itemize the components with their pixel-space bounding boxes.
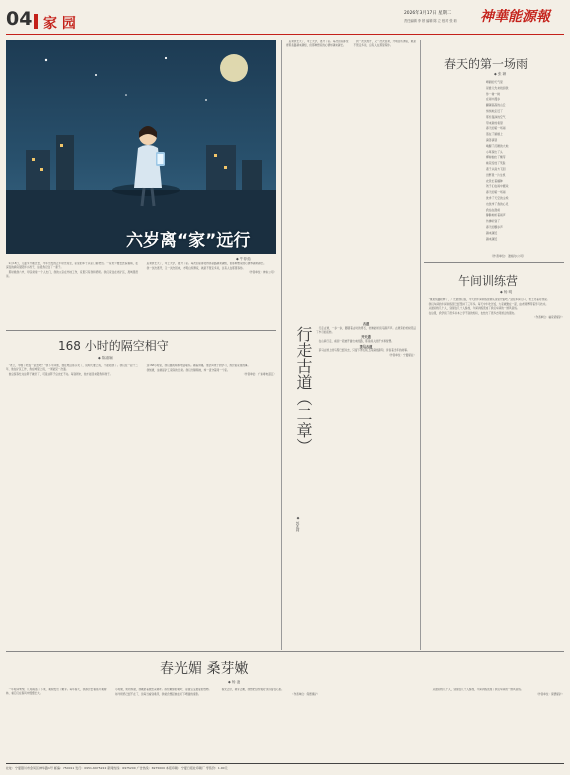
article-1-footer: （作者单位：神东公司） (247, 271, 276, 275)
poem-line: 我站在窗前 (486, 207, 500, 212)
poem-line: 那些湿润的空气 (486, 114, 506, 119)
poem-line: 滴答滴答 (486, 137, 498, 142)
divider (424, 262, 564, 263)
page-number: 04 (6, 8, 33, 30)
poem-line: 落在了屋檐上 (486, 132, 503, 137)
article-5-paragraph: 我们车间的午间训练营已经坚持了三年多。每天中午吃过饭，大家就聚在一起，由老师傅带着学习技术。 (428, 302, 548, 306)
article-3-paragraph: 在山间行走，看到一段被开凿出来的路，那是前人的汗水和智慧。 (318, 339, 394, 343)
poem-line: 春天的脚步声 (486, 224, 503, 229)
hero-illustration (6, 40, 276, 254)
article-3-subtitle: 古道 (362, 322, 370, 326)
article-4-footer: （作者单位：准格尔公司） (490, 254, 527, 258)
article-6-paragraph: 如今奶奶已经不在了，但每当看到桑芽，我就会想起她在灯下喂蚕的身影。 (115, 692, 201, 696)
article-6-title: 春光媚 桑芽嫩 (160, 661, 249, 677)
article-3-title: 行走古道（二章） (294, 326, 313, 454)
poem-line: 洗净了天空的尘埃 (486, 195, 509, 200)
article-2-author: ◆ 陈淑娴 (98, 356, 113, 360)
article-5-continuation (430, 688, 564, 760)
divider (6, 651, 564, 652)
poem-line: 悄悄地走近了 (486, 108, 503, 113)
masthead-logo: 神華能源報 (480, 9, 550, 25)
article-2-paragraph: 我知道，这就是矿工家庭的日常。我们分隔两地，却一直守着同一个家。 (146, 368, 230, 372)
article-6-paragraph: 春光正好，桑芽正嫩，我想把这份美好永远留在心里。 (221, 688, 284, 691)
poem-line: 越来越近 (486, 236, 498, 241)
poem-line: 春天的第一场雨 (486, 190, 506, 195)
article-1-paragraph: 我一次次离开，又一次次回来，才明白所谓家，就是不管走多远，总有人在那里等你。 (146, 266, 246, 270)
article-3-body (316, 322, 416, 642)
article-6-paragraph: 小时候，奶奶养蚕，我就跟着她去采桑叶。那些嫩绿的桑叶，是蚕宝宝最爱的食物。 (115, 688, 212, 691)
poem-line: 农民忙着播种 (486, 178, 503, 183)
poem-line: 在雨中漫步 (486, 97, 500, 102)
article-1-author: ◆ 牛荐茹 (236, 257, 251, 261)
poem-line: 小草探出了头 (486, 149, 503, 154)
article-2-paragraph: 他总说等忙完这阵子就好了，可是这阵子总也忙不完。每到周末，他才能回来陪我和孩子。 (8, 372, 113, 376)
article-3-subtitle: 开天道 (361, 335, 371, 340)
article-1-paragraph: 2月18日，儿童节才刚过去，今年出发的正午时光将至，家里的车子从家门前驶出。一家老少要去医院看病，在深夜的病房里陪伴小孩子，这段我记住了一辈子。 (6, 262, 138, 270)
article-1-paragraph: 那时候我六岁，母亲常常一个人出门，我的父亲在外地工作，家里只有我和奶奶。我们家住在老矿区，离城里很远。 (6, 270, 138, 278)
article-1-paragraph: 后来我长大了，考上大学，离开了家。每次回家都觉得那条路越来越短，但那种想家的心情却越来越长。 (146, 262, 266, 265)
article-2-body (6, 364, 276, 646)
article-3-author: ◆ 郭兆利 (296, 516, 300, 532)
article-4-author: ◆ 张 翀 (494, 72, 507, 76)
article-5-title: 午间训练营 (458, 274, 519, 288)
article-4-title: 春天的第一场雨 (444, 57, 529, 71)
footer-rule (6, 763, 564, 764)
article-1-body (6, 262, 276, 324)
section-title: 家 园 (43, 16, 76, 32)
article-5-paragraph: 从最初的几个人，到现在几十人参加，午间训练营成了我们车间的一道风景线。 (428, 307, 520, 311)
poem-lines (486, 80, 558, 242)
article-3-paragraph: 茶马古道上的马帮已经远去，只留下青石板上深深的蹄印，诉说着当年的故事。 (318, 349, 410, 353)
bottom-info-bar: 社址：宁夏银川市金凤区神华路1号 邮编：750011 发行：0951-6975222 新闻热线：6975200 广告热线：6975000 本报印刷：宁夏日报社印刷厂 零售价：1.00元 (6, 766, 228, 770)
poem-line: 也洗净了我的心灵 (486, 201, 509, 206)
section-bar (34, 14, 38, 29)
night-scene-icon (6, 40, 276, 254)
article-5-paragraph: “煤炭线路检修了，厂长跟我们说，今天的午间训练营就从这里开始吧。”站在车间门口，老王笑着对我说。 (428, 298, 550, 301)
column-rule (281, 40, 282, 650)
poem-line: 孩子们在雨中嬉戏 (486, 184, 509, 189)
poem-line: 你一树一树 (486, 91, 500, 96)
article-3-paragraph: 行走古道，一步一步，脚踏着古时的青石，仿佛能听到马蹄声声。古道旁的老树见证了岁月的流转。 (316, 326, 416, 334)
poem-line: 是谁儿先来找到我 (486, 85, 509, 90)
article-5-footer: （作者单位：榆家梁煤矿） (532, 316, 564, 320)
article-2-paragraph: 这168小时里，我们靠视频和电话联系。隔着屏幕，他会问孩子的学习，我会说家里的事。 (146, 364, 251, 367)
poem-line: 唤醒了沉睡的大地 (486, 143, 509, 148)
article-5-author: ◆ 杨 明 (500, 290, 513, 294)
article-1-continuation-paragraph: 我一次次离开，又一次次回来，才明白所谓家，就是不管走多远，总有人在那里等你。 (353, 40, 416, 48)
poem-line: 春天的第一场雨 (486, 126, 506, 131)
divider (6, 330, 276, 331)
article-2-paragraph: “老公，今晚了吃饭一起去吧？”我下午问他，他在电话那头笑了，说明天要上班，不能陪我了。我们在一起十二年，他在矿区工作，我在城里上班，一周能见一次面。 (6, 364, 138, 372)
poem-line: 仿佛听到了 (486, 219, 500, 224)
article-5-paragraph: 在这里，我学到了很多书本上学不到的知识，也结交了很多志同道合的朋友。 (428, 311, 517, 315)
article-2-footer: （作者单位：广东粤电湛江） (242, 373, 276, 377)
poem-line: 田野里一片生机 (486, 172, 506, 177)
article-6-body (6, 688, 426, 760)
article-1-title: 六岁离“家”远行 (126, 231, 251, 251)
article-4-poem (486, 80, 558, 250)
poem-line: 翻越高高的山丘 (486, 103, 506, 108)
poem-line: 桃花绽放了笑脸 (486, 161, 506, 166)
article-2-title: 168 小时的隔空相守 (58, 339, 169, 353)
editor-line: 责任编辑 李 婷 编辑 陈 立 校对 张 莉 (404, 19, 457, 23)
article-6-footer: （作者单位：保德煤矿） (290, 692, 320, 696)
article-1-continuation (286, 40, 416, 316)
article-5-continuation-paragraph: 从最初的几个人，到现在几十人参加，午间训练营成了我们车间的一道风景线。 (432, 688, 524, 691)
poem-line: 越来越近 (486, 230, 498, 235)
article-5-body (426, 298, 564, 646)
article-6-paragraph: 一年时间匆匆，几场雨落了下来，桑树发出了嫩芽。每年春天，我都会去看那片桑树林，看它们在春风中慢慢长大。 (6, 688, 107, 696)
poem-line: 静静地听着雨声 (486, 213, 506, 218)
poem-line: 燕子从南方飞回 (486, 166, 506, 171)
article-1-continuation-paragraph: 后来我长大了，考上大学，离开了家。每次回家都觉得那条路越来越短，但那种想家的心情却越来越长。 (286, 40, 349, 48)
poem-line: 柳树抽出了嫩芽 (486, 155, 506, 160)
article-3-subtitle: 茶马古道 (359, 344, 373, 349)
column-rule (420, 40, 421, 650)
date-line: 2026年3月17日 星期二 (404, 11, 452, 16)
poem-line: 带来新的希望 (486, 120, 503, 125)
poem-line: 晴朗的天气里 (486, 80, 503, 84)
header-rule (6, 34, 564, 35)
article-6-author: ◆ 杨 凌 (228, 680, 241, 684)
article-3-footer: （作者单位：宁夏煤业） (387, 353, 416, 357)
article-5-continuation-footer: （作者单位：保德煤矿） (535, 692, 564, 696)
